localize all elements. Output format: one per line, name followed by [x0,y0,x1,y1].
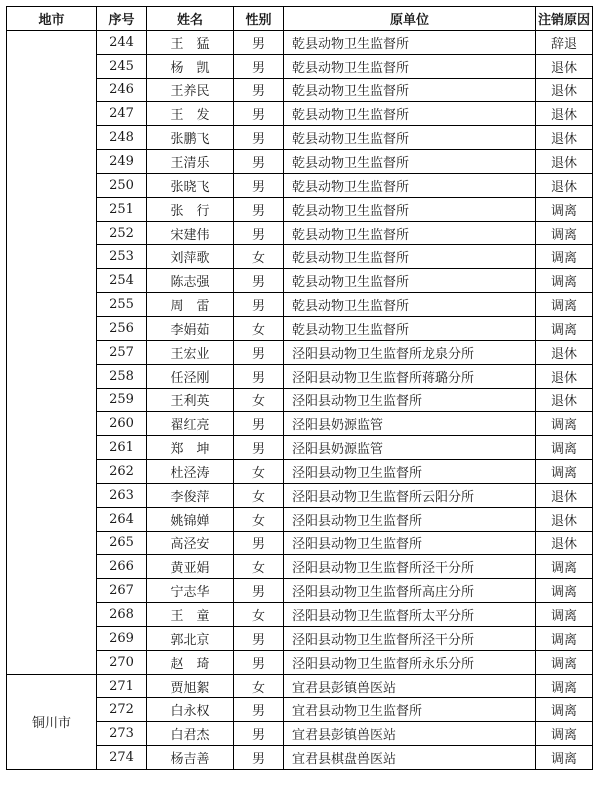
cell-index: 247 [97,102,147,126]
cell-reason: 调离 [536,412,593,436]
cell-gender: 男 [234,54,284,78]
cell-unit: 泾阳县动物卫生监督所 [284,388,536,412]
cell-gender: 男 [234,293,284,317]
cell-index: 246 [97,78,147,102]
cell-unit: 乾县动物卫生监督所 [284,30,536,54]
cell-unit: 泾阳县动物卫生监督所龙泉分所 [284,340,536,364]
cell-unit: 宜君县动物卫生监督所 [284,698,536,722]
cell-gender: 男 [234,173,284,197]
cell-name: 王养民 [147,78,234,102]
cell-reason: 调离 [536,746,593,770]
cell-reason: 调离 [536,555,593,579]
cell-name: 李俊萍 [147,483,234,507]
cell-gender: 男 [234,722,284,746]
cell-reason: 退休 [536,364,593,388]
cell-reason: 辞退 [536,30,593,54]
cell-reason: 退休 [536,340,593,364]
cell-unit: 泾阳县动物卫生监督所泾干分所 [284,555,536,579]
cell-gender: 男 [234,269,284,293]
cell-reason: 退休 [536,54,593,78]
cell-reason: 调离 [536,436,593,460]
cell-name: 王 发 [147,102,234,126]
cell-unit: 泾阳县奶源监管 [284,412,536,436]
cell-index: 274 [97,746,147,770]
cell-index: 268 [97,603,147,627]
cell-index: 257 [97,340,147,364]
cell-gender: 男 [234,102,284,126]
cell-gender: 男 [234,626,284,650]
cell-index: 244 [97,30,147,54]
cell-name: 白永权 [147,698,234,722]
cell-index: 273 [97,722,147,746]
cell-city: 铜川市 [7,674,97,769]
cell-unit: 泾阳县动物卫生监督所 [284,531,536,555]
cell-index: 250 [97,173,147,197]
table-body [7,30,593,769]
cell-index: 264 [97,507,147,531]
cancellation-table [6,6,593,770]
cell-index: 251 [97,197,147,221]
cell-index: 260 [97,412,147,436]
header-gender: 性别 [234,7,284,31]
cell-gender: 女 [234,245,284,269]
cell-name: 张鹏飞 [147,126,234,150]
cell-index: 270 [97,650,147,674]
cell-index: 271 [97,674,147,698]
cell-name: 张晓飞 [147,173,234,197]
cell-reason: 退休 [536,531,593,555]
cell-reason: 调离 [536,698,593,722]
cell-reason: 调离 [536,650,593,674]
cell-gender: 男 [234,197,284,221]
cell-index: 254 [97,269,147,293]
cell-unit: 乾县动物卫生监督所 [284,102,536,126]
cell-reason: 退休 [536,150,593,174]
header-unit: 原单位 [284,7,536,31]
header-name: 姓名 [147,7,234,31]
header-city: 地市 [7,7,97,31]
cell-index: 261 [97,436,147,460]
cell-index: 252 [97,221,147,245]
cell-index: 249 [97,150,147,174]
cell-gender: 男 [234,436,284,460]
cell-unit: 乾县动物卫生监督所 [284,126,536,150]
cell-index: 269 [97,626,147,650]
cell-index: 265 [97,531,147,555]
cell-gender: 女 [234,555,284,579]
cell-name: 高泾安 [147,531,234,555]
cell-unit: 泾阳县动物卫生监督所太平分所 [284,603,536,627]
cell-unit: 泾阳县动物卫生监督所永乐分所 [284,650,536,674]
cell-index: 255 [97,293,147,317]
cell-reason: 调离 [536,460,593,484]
cell-gender: 男 [234,364,284,388]
cell-index: 259 [97,388,147,412]
cell-name: 王 童 [147,603,234,627]
cell-name: 宋建伟 [147,221,234,245]
cell-unit: 乾县动物卫生监督所 [284,293,536,317]
cell-index: 263 [97,483,147,507]
cell-reason: 退休 [536,388,593,412]
cell-unit: 宜君县彭镇兽医站 [284,674,536,698]
cell-unit: 泾阳县奶源监管 [284,436,536,460]
cell-reason: 退休 [536,126,593,150]
cell-reason: 调离 [536,316,593,340]
cell-unit: 乾县动物卫生监督所 [284,173,536,197]
cell-reason: 退休 [536,173,593,197]
cell-unit: 泾阳县动物卫生监督所蒋璐分所 [284,364,536,388]
cell-name: 王宏业 [147,340,234,364]
table-row [7,30,593,54]
cell-unit: 泾阳县动物卫生监督所 [284,460,536,484]
cell-name: 翟红亮 [147,412,234,436]
cell-gender: 男 [234,412,284,436]
cell-name: 白君杰 [147,722,234,746]
cell-name: 贾旭絮 [147,674,234,698]
cell-name: 黄亚娟 [147,555,234,579]
cell-name: 杨 凯 [147,54,234,78]
cell-index: 272 [97,698,147,722]
cell-gender: 女 [234,388,284,412]
cell-gender: 男 [234,126,284,150]
cell-gender: 女 [234,316,284,340]
cell-gender: 男 [234,150,284,174]
table-row [7,674,593,698]
header-row [7,7,593,31]
cell-index: 266 [97,555,147,579]
cell-unit: 泾阳县动物卫生监督所泾干分所 [284,626,536,650]
cell-name: 王清乐 [147,150,234,174]
cell-reason: 退休 [536,78,593,102]
cell-unit: 泾阳县动物卫生监督所高庄分所 [284,579,536,603]
cell-unit: 乾县动物卫生监督所 [284,78,536,102]
cell-unit: 乾县动物卫生监督所 [284,150,536,174]
cell-name: 李娟茹 [147,316,234,340]
cell-gender: 男 [234,221,284,245]
cell-reason: 调离 [536,603,593,627]
cell-gender: 女 [234,603,284,627]
cell-reason: 退休 [536,483,593,507]
cell-unit: 乾县动物卫生监督所 [284,245,536,269]
cell-name: 王 猛 [147,30,234,54]
cell-name: 刘萍歌 [147,245,234,269]
cell-gender: 男 [234,340,284,364]
header-reason: 注销原因 [536,7,593,31]
cell-name: 郭北京 [147,626,234,650]
cell-index: 245 [97,54,147,78]
cell-reason: 退休 [536,102,593,126]
cell-unit: 乾县动物卫生监督所 [284,197,536,221]
cell-unit: 宜君县棋盘兽医站 [284,746,536,770]
cell-name: 王利英 [147,388,234,412]
cell-reason: 调离 [536,674,593,698]
cell-gender: 男 [234,746,284,770]
cell-name: 郑 坤 [147,436,234,460]
cell-name: 张 行 [147,197,234,221]
cell-name: 杨吉善 [147,746,234,770]
cell-index: 267 [97,579,147,603]
cell-index: 258 [97,364,147,388]
cell-name: 杜泾涛 [147,460,234,484]
cell-gender: 男 [234,698,284,722]
cell-name: 赵 琦 [147,650,234,674]
cell-reason: 调离 [536,221,593,245]
cell-index: 256 [97,316,147,340]
header-index: 序号 [97,7,147,31]
cell-index: 248 [97,126,147,150]
cell-gender: 女 [234,483,284,507]
cell-unit: 泾阳县动物卫生监督所 [284,507,536,531]
cell-gender: 男 [234,650,284,674]
cell-unit: 宜君县彭镇兽医站 [284,722,536,746]
cell-gender: 女 [234,507,284,531]
cell-gender: 男 [234,78,284,102]
cell-reason: 调离 [536,626,593,650]
cell-reason: 调离 [536,293,593,317]
cell-gender: 男 [234,531,284,555]
cell-reason: 退休 [536,507,593,531]
cell-unit: 乾县动物卫生监督所 [284,316,536,340]
cell-name: 周 雷 [147,293,234,317]
cell-unit: 泾阳县动物卫生监督所云阳分所 [284,483,536,507]
cell-gender: 男 [234,30,284,54]
cell-gender: 女 [234,460,284,484]
cell-unit: 乾县动物卫生监督所 [284,221,536,245]
cell-reason: 调离 [536,245,593,269]
cell-reason: 调离 [536,269,593,293]
cell-name: 姚锦婵 [147,507,234,531]
cell-index: 253 [97,245,147,269]
cell-index: 262 [97,460,147,484]
cell-gender: 男 [234,579,284,603]
cell-name: 任泾刚 [147,364,234,388]
cell-gender: 女 [234,674,284,698]
cell-reason: 调离 [536,722,593,746]
cell-reason: 调离 [536,197,593,221]
cell-reason: 调离 [536,579,593,603]
cell-city [7,30,97,674]
cell-unit: 乾县动物卫生监督所 [284,269,536,293]
cell-name: 陈志强 [147,269,234,293]
cell-unit: 乾县动物卫生监督所 [284,54,536,78]
cell-name: 宁志华 [147,579,234,603]
